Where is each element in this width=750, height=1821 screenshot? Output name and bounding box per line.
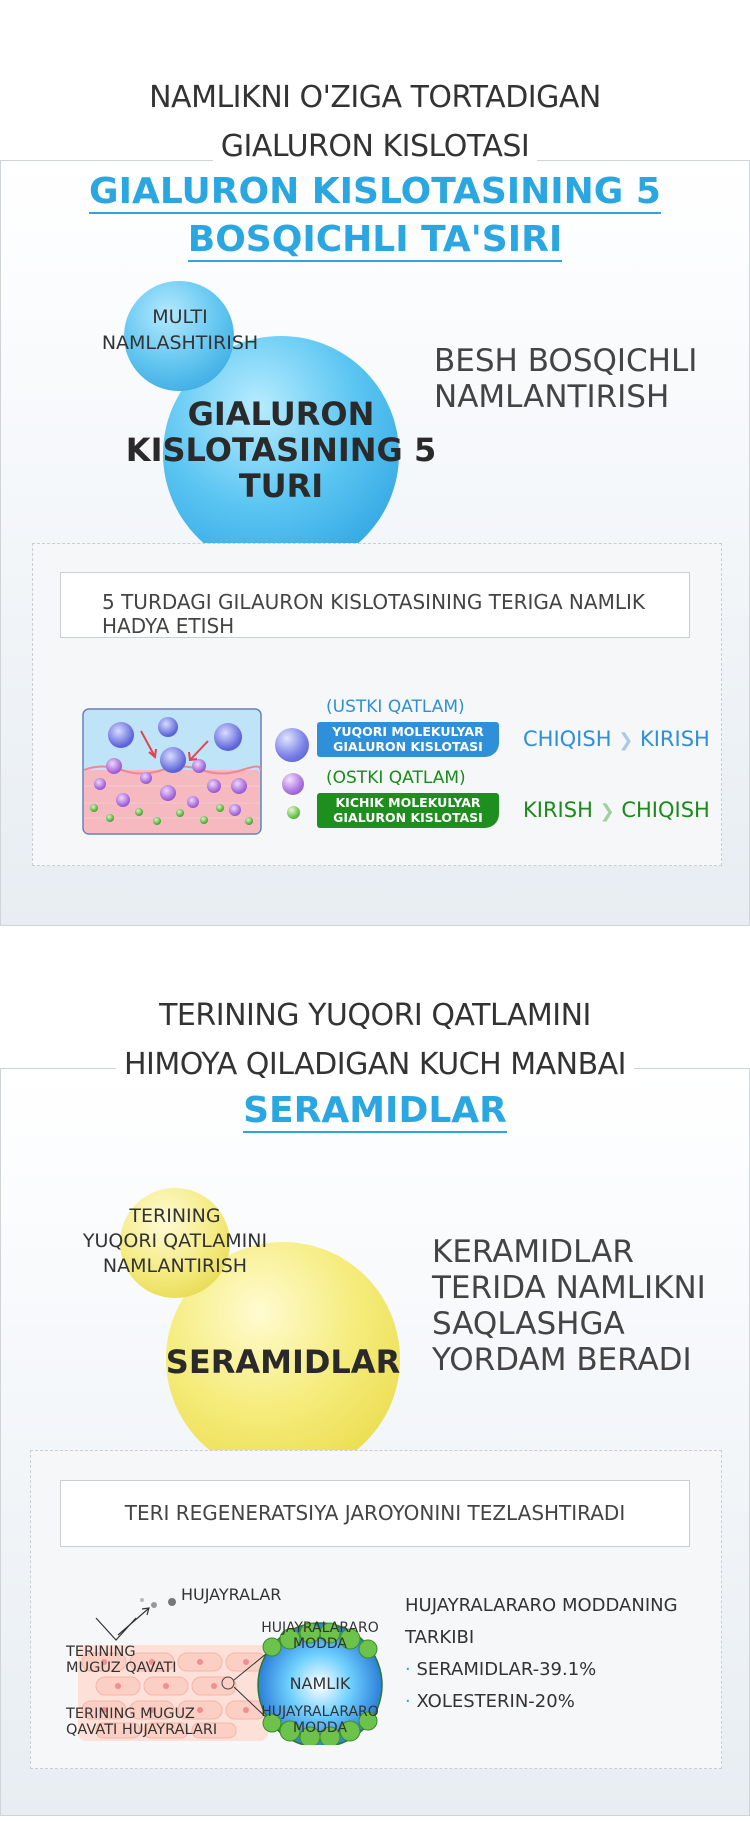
small-molecule-icon [287, 806, 300, 819]
section1-heading-line2-text: GIALURON KISLOTASI [213, 129, 537, 164]
section1-title-line2 [0, 216, 750, 263]
horny-layer-line1: TERINING [66, 1644, 136, 1660]
ceramide-side-line3: SAQLASHGA [432, 1306, 625, 1342]
ceramide-small-bubble-line3: NAMLANTIRISH [102, 1255, 248, 1277]
bullet-icon: · [405, 1691, 411, 1712]
five-step-moisture-text [434, 343, 697, 415]
lower-flow-from: KIRISH [523, 798, 593, 822]
ceramide-small-bubble-line1: TERINING [129, 1205, 221, 1227]
big-bubble-text [120, 396, 442, 504]
high-molecular-pill [317, 722, 499, 757]
horny-cells-line1: TERINING MUGUZ [66, 1706, 195, 1722]
upper-flow-to: KIRISH [639, 727, 710, 751]
composition-item [405, 1686, 678, 1718]
ceramide-section [0, 990, 750, 1821]
moisture-label: NAMLIK [289, 1674, 351, 1693]
upper-flow-arrow-icon: ❯ [618, 730, 634, 751]
side-line2: NAMLANTIRISH [434, 379, 670, 415]
ceramide-side-line1: KERAMIDLAR [432, 1234, 634, 1270]
lower-flow [523, 798, 710, 822]
hyaluronic-info-box [60, 572, 690, 638]
intercellular-top-label [257, 1620, 383, 1652]
composition-block [405, 1590, 678, 1718]
intercellular-bottom-label [257, 1704, 383, 1736]
upper-flow-from: CHIQISH [523, 727, 612, 751]
section2-title [0, 1087, 750, 1134]
side-line1: BESH BOSQICHLI [434, 343, 698, 379]
large-molecule-icon [275, 728, 309, 762]
bullet-icon: · [405, 1659, 411, 1680]
lower-layer-label: (OSTKI QATLAM) [326, 768, 466, 788]
upper-flow [523, 727, 710, 751]
section2-title-text: SERAMIDLAR [243, 1090, 507, 1131]
high-molecular-pill-line1: YUQORI MOLEKULYAR [332, 724, 484, 739]
ceramide-side-text [432, 1234, 706, 1378]
ceramide-side-line2: TERIDA NAMLIKNI [432, 1270, 706, 1306]
composition-item [405, 1654, 678, 1686]
horny-layer-line2: MUGUZ QAVATI [66, 1660, 177, 1676]
ceramide-info-box [60, 1480, 690, 1547]
horny-cells-label [66, 1706, 217, 1738]
lower-flow-to: CHIQISH [621, 798, 710, 822]
composition-item-text: SERAMIDLAR-39.1% [416, 1659, 597, 1680]
lower-flow-arrow-icon: ❯ [599, 801, 615, 822]
high-molecular-pill-line2: GIALURON KISLOTASI [333, 739, 483, 754]
horny-layer-label [66, 1644, 177, 1676]
skin-layer-illustration [82, 708, 262, 835]
section1-title-line2-text: BOSQICHLI TA'SIRI [187, 219, 563, 260]
big-bubble-line3: TURI [238, 467, 324, 505]
composition-title-line2: TARKIBI [405, 1627, 475, 1648]
intercellular-bottom-line1: HUJAYRALARARO [261, 1704, 379, 1720]
section2-heading-line2-text: HIMOYA QILADIGAN KUCH MANBAI [116, 1047, 634, 1082]
section1-title-line1-text: GIALURON KISLOTASINING 5 [89, 171, 661, 212]
section2-heading-line2 [0, 1047, 750, 1082]
big-bubble-line1: GIALURON [187, 395, 375, 433]
ceramide-small-bubble-text [65, 1204, 285, 1279]
cells-label: HUJAYRALAR [181, 1585, 282, 1604]
ceramide-big-bubble-text: SERAMIDLAR [165, 1343, 401, 1381]
composition-item-text: XOLESTERIN-20% [416, 1691, 575, 1712]
section1-heading-line2 [0, 129, 750, 164]
intercellular-top-line1: HUJAYRALARARO [261, 1620, 379, 1636]
section1-heading-line1 [0, 80, 750, 115]
small-molecular-pill-line1: KICHIK MOLEKULYAR [335, 795, 481, 810]
ceramide-small-bubble-line2: YUQORI QATLAMINI [82, 1230, 268, 1252]
intercellular-top-line2: MODDA [293, 1636, 347, 1652]
info-line2: HADYA ETISH [102, 614, 235, 638]
small-molecular-pill [317, 793, 499, 828]
section1-heading-line1-text: NAMLIKNI O'ZIGA TORTADIGAN [141, 80, 609, 115]
horny-cells-line2: QAVATI HUJAYRALARI [66, 1722, 218, 1738]
small-bubble-text [80, 304, 280, 356]
ceramide-side-line4: YORDAM BERADI [432, 1342, 692, 1378]
section2-heading-line1 [0, 998, 750, 1033]
small-bubble-line1: MULTI [152, 306, 208, 328]
composition-title-line1: HUJAYRALARARO MODDANING [405, 1595, 678, 1616]
small-molecular-pill-line2: GIALURON KISLOTASI [333, 810, 483, 825]
upper-layer-label: (USTKI QATLAM) [326, 697, 465, 717]
section2-heading-line1-text: TERINING YUQORI QATLAMINI [151, 998, 599, 1033]
info-line1: 5 TURDAGI GILAURON KISLOTASINING TERIGA NAMLIK [102, 590, 645, 614]
big-bubble-line2: KISLOTASINING 5 [125, 431, 437, 469]
medium-molecule-icon [282, 773, 304, 795]
small-bubble-line2: NAMLASHTIRISH [101, 332, 259, 354]
intercellular-bottom-line2: MODDA [293, 1720, 347, 1736]
section1-title-line1 [0, 168, 750, 215]
ceramide-info-text: TERI REGENERATSIYA JAROYONINI TEZLASHTIRADI [124, 1501, 626, 1525]
